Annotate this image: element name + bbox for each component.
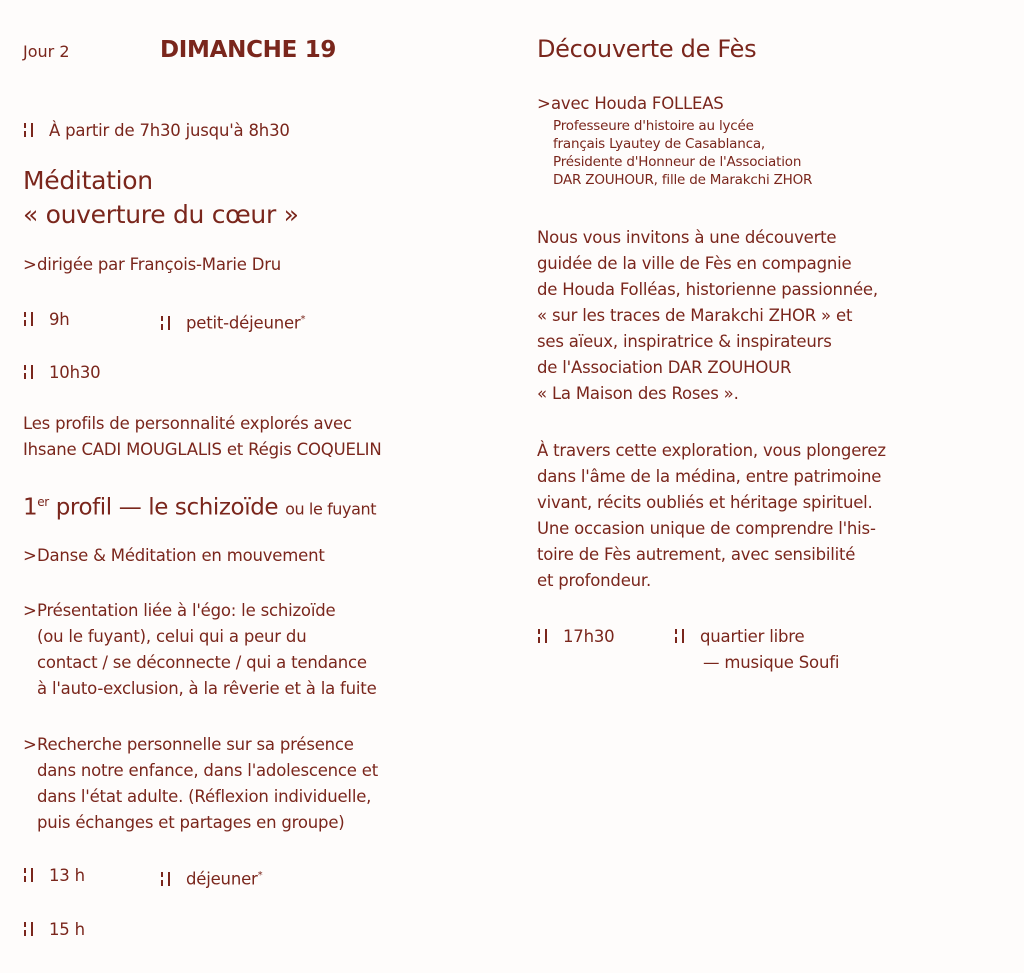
bullet-item	[23, 598, 377, 702]
bullet-line: à l'auto-exclusion, à la rêverie et à la fuite	[37, 679, 377, 698]
slot-time: 9h	[49, 310, 70, 329]
paragraph-line: « La Maison des Roses ».	[537, 384, 739, 403]
meditation-title-line2: « ouverture du cœur »	[23, 200, 299, 229]
meditation-leader	[23, 252, 281, 278]
schedule-slot-1730-label	[674, 624, 839, 676]
bullet-line: Présentation liée à l'égo: le schizoïde	[37, 601, 336, 620]
slot-time: 10h30	[49, 363, 101, 382]
paragraph-line: de Houda Folléas, historienne passionnée,	[537, 280, 878, 299]
meditation-title	[23, 164, 299, 232]
bullet-item	[23, 732, 378, 836]
profile-sub: ou le fuyant	[285, 499, 377, 519]
slot-label: quartier libre	[700, 627, 805, 646]
schedule-slot-arrival	[23, 118, 290, 144]
slot-text: À partir de 7h30 jusqu'à 8h30	[49, 121, 290, 140]
profile-number: 1	[23, 494, 38, 521]
schedule-slot-15h	[23, 917, 85, 943]
slot-time: 15 h	[49, 920, 85, 939]
slot-label: déjeuner	[186, 869, 258, 889]
bullet-line: dans notre enfance, dans l'adolescence et	[37, 761, 379, 780]
paragraph-line: ses aïeux, inspiratrice & inspirateurs	[537, 332, 832, 351]
leader-text: dirigée par François-Marie Dru	[37, 255, 282, 274]
bullet-marker: >	[23, 601, 37, 620]
bullet-line: (ou le fuyant), celui qui a peur du	[37, 627, 307, 646]
slot-time: 17h30	[563, 627, 615, 646]
bullet-line: puis échanges et partages en groupe)	[37, 813, 345, 832]
meditation-title-line1: Méditation	[23, 166, 153, 195]
schedule-slot-1030	[23, 360, 100, 386]
guide-bio-line: Professeure d'histoire au lycée	[553, 118, 754, 134]
paragraph-line: de l'Association DAR ZOUHOUR	[537, 358, 792, 377]
profiles-intro-line: Ihsane CADI MOUGLALIS et Régis COQUELIN	[23, 440, 382, 459]
schedule-slot-lunch-label	[160, 863, 262, 893]
schedule-bar-icon	[23, 310, 35, 328]
schedule-slot-breakfast-label	[160, 307, 305, 337]
paragraph-line: et profondeur.	[537, 571, 652, 590]
bullet-marker: >	[23, 255, 37, 274]
slot-label-line2: — musique Soufi	[703, 653, 840, 672]
bullet-marker: >	[537, 94, 551, 113]
guide-bio-line: français Lyautey de Casablanca,	[553, 136, 765, 152]
asterisk: *	[300, 314, 306, 325]
bullet-line: Recherche personnelle sur sa présence	[37, 735, 354, 754]
bullet-marker: >	[23, 546, 37, 565]
guide-name-text: avec Houda FOLLEAS	[551, 94, 724, 113]
slot-time: 13 h	[49, 866, 85, 885]
schedule-slot-breakfast-time	[23, 307, 70, 333]
paragraph-line: toire de Fès autrement, avec sensibilité	[537, 545, 856, 564]
paragraph-line: Nous vous invitons à une découverte	[537, 228, 837, 247]
profile-main: profil — le schizoïde	[55, 494, 279, 521]
intro-paragraph	[537, 225, 878, 407]
section-title: Découverte de Fès	[537, 35, 757, 63]
paragraph-line: Une occasion unique de comprendre l'his-	[537, 519, 876, 538]
schedule-slot-1730-time	[537, 624, 614, 650]
slot-label: petit-déjeuner	[186, 313, 301, 333]
schedule-bar-icon	[23, 920, 35, 938]
schedule-slot-lunch-time	[23, 863, 85, 889]
guide-bio-line: DAR ZOUHOUR, fille de Marakchi ZHOR	[553, 172, 813, 188]
bullet-line: dans l'état adulte. (Réflexion individuelle,	[37, 787, 372, 806]
bullet-line: Danse & Méditation en mouvement	[37, 546, 325, 565]
schedule-bar-icon	[160, 870, 172, 888]
profiles-intro-line: Les profils de personnalité explorés avec	[23, 414, 352, 433]
schedule-bar-icon	[160, 314, 172, 332]
exploration-paragraph	[537, 438, 886, 594]
bullet-item	[23, 543, 325, 569]
profile-superscript: er	[37, 495, 49, 509]
day-label: Jour 2	[23, 42, 70, 61]
paragraph-line: vivant, récits oubliés et héritage spirituel.	[537, 493, 873, 512]
profile-heading	[23, 486, 376, 526]
paragraph-line: guidée de la ville de Fès en compagnie	[537, 254, 852, 273]
paragraph-line: dans l'âme de la médina, entre patrimoine	[537, 467, 882, 486]
paragraph-line: À travers cette exploration, vous plongerez	[537, 441, 886, 460]
bullet-marker: >	[23, 735, 37, 754]
asterisk: *	[257, 870, 263, 881]
schedule-bar-icon	[23, 363, 35, 381]
paragraph-line: « sur les traces de Marakchi ZHOR » et	[537, 306, 853, 325]
day-title: DIMANCHE 19	[160, 37, 337, 63]
profiles-intro	[23, 411, 381, 463]
schedule-bar-icon	[537, 627, 549, 645]
schedule-bar-icon	[23, 121, 35, 139]
schedule-bar-icon	[674, 627, 686, 645]
guide-bio-line: Présidente d'Honneur de l'Association	[553, 154, 802, 170]
bullet-line: contact / se déconnecte / qui a tendance	[37, 653, 367, 672]
guide-name	[537, 93, 724, 115]
schedule-bar-icon	[23, 866, 35, 884]
guide-bio	[553, 117, 812, 189]
